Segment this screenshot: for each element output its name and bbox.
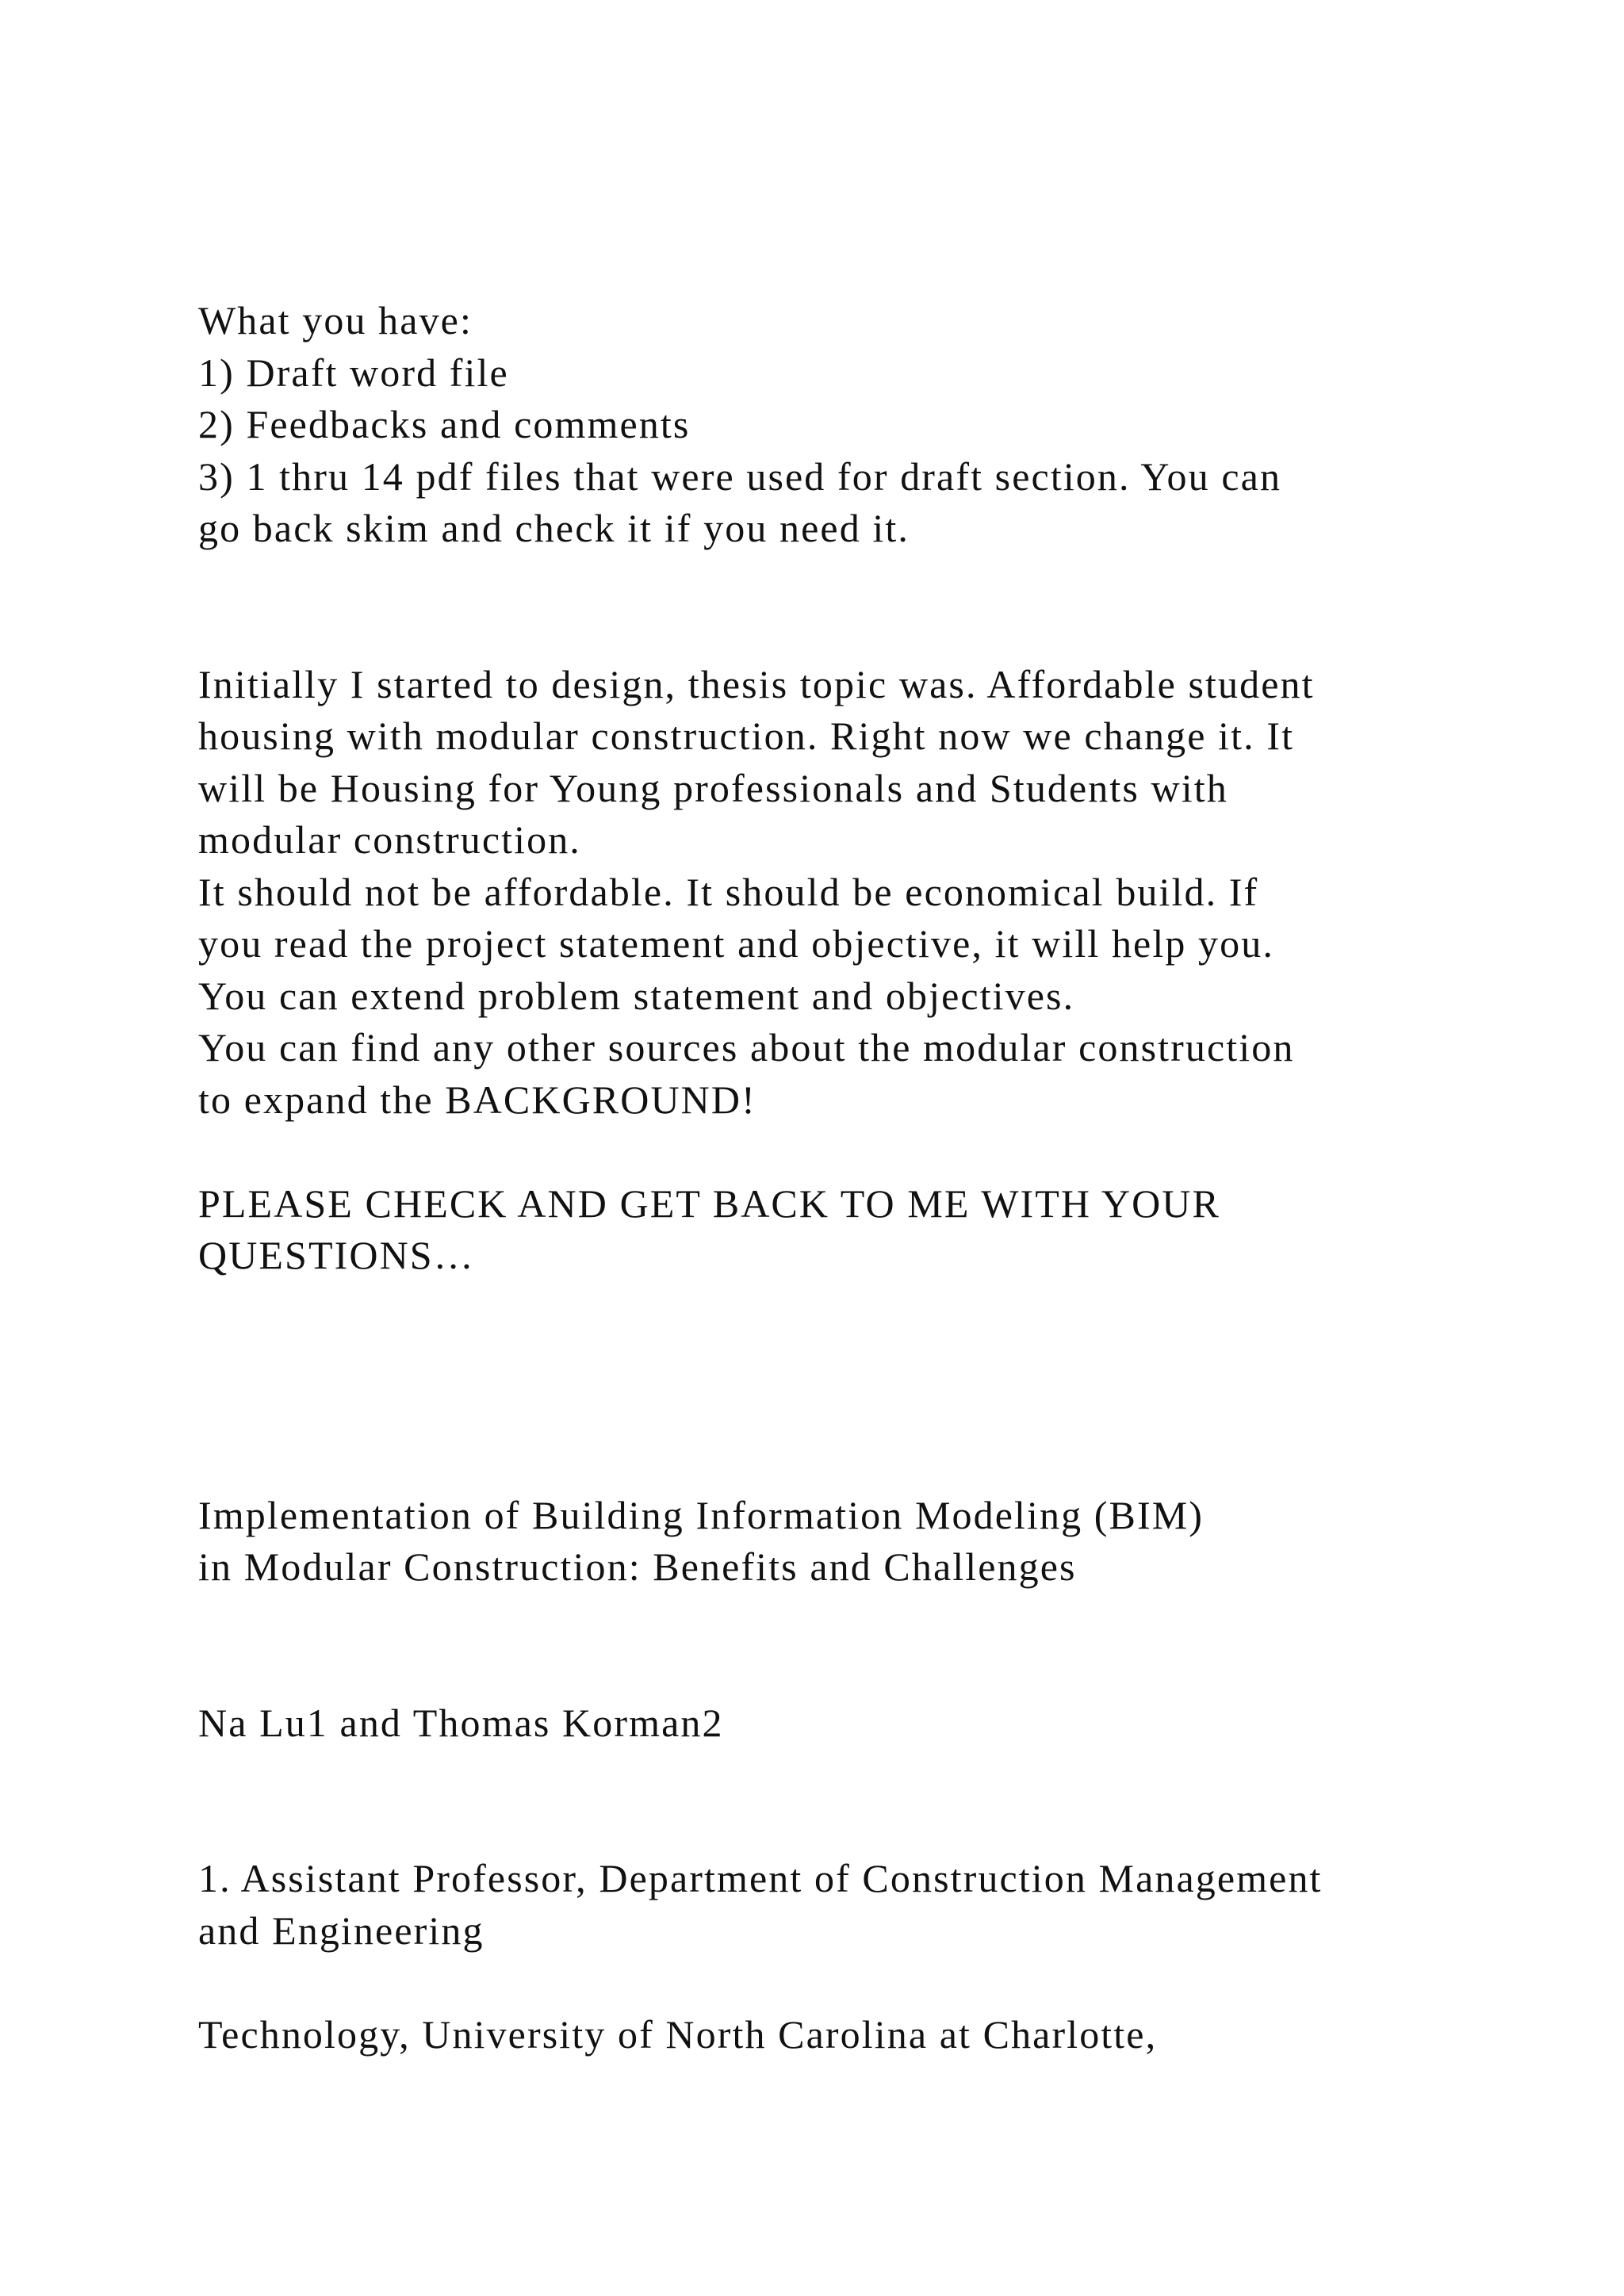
- intro-heading: What you have:: [198, 298, 473, 342]
- body-line: Initially I started to design, thesis topic was. Affordable student: [198, 661, 1315, 706]
- affiliation-line: 1. Assistant Professor, Department of Construction Management: [198, 1856, 1323, 1900]
- blank-line: [198, 555, 1507, 607]
- blank-line: [198, 1282, 1507, 1334]
- blank-line: [198, 1801, 1507, 1854]
- blank-line: [198, 1749, 1507, 1801]
- request-line: QUESTIONS…: [198, 1233, 475, 1277]
- blank-line: [198, 1437, 1507, 1490]
- blank-line: [198, 1645, 1507, 1697]
- document-text: [198, 295, 1507, 2061]
- affiliation-line: and Engineering: [198, 1908, 485, 1953]
- blank-line: [198, 1957, 1507, 2009]
- paper-title-line: Implementation of Building Information Modeling (BIM): [198, 1492, 1205, 1537]
- intro-item: 1) Draft word file: [198, 350, 509, 395]
- blank-line: [198, 607, 1507, 659]
- intro-item: 3) 1 thru 14 pdf files that were used for draft section. You can: [198, 453, 1282, 499]
- body-line: You can find any other sources about the modular construction: [198, 1025, 1295, 1070]
- intro-item: 2) Feedbacks and comments: [198, 402, 691, 446]
- body-line: will be Housing for Young professionals and Students with: [198, 765, 1228, 810]
- paper-title-line: in Modular Construction: Benefits and Challenges: [198, 1544, 1077, 1589]
- affiliation-continued: Technology, University of North Carolina at Charlotte,: [198, 2011, 1158, 2057]
- blank-line: [198, 1126, 1507, 1178]
- blank-line: [198, 1594, 1507, 1646]
- blank-line: [198, 1334, 1507, 1386]
- paper-authors: Na Lu1 and Thomas Korman2: [198, 1700, 724, 1745]
- intro-item: go back skim and check it if you need it.: [198, 506, 910, 550]
- body-line: It should not be affordable. It should be economical build. If: [198, 869, 1259, 914]
- body-line: you read the project statement and objective, it will help you.: [198, 921, 1274, 966]
- body-line: housing with modular construction. Right now we change it. It: [198, 714, 1295, 758]
- blank-line: [198, 1386, 1507, 1438]
- request-line: PLEASE CHECK AND GET BACK TO ME WITH YOUR: [198, 1181, 1220, 1226]
- body-line: to expand the BACKGROUND!: [198, 1077, 756, 1122]
- body-line: modular construction.: [198, 817, 581, 862]
- body-line: You can extend problem statement and objectives.: [198, 973, 1075, 1018]
